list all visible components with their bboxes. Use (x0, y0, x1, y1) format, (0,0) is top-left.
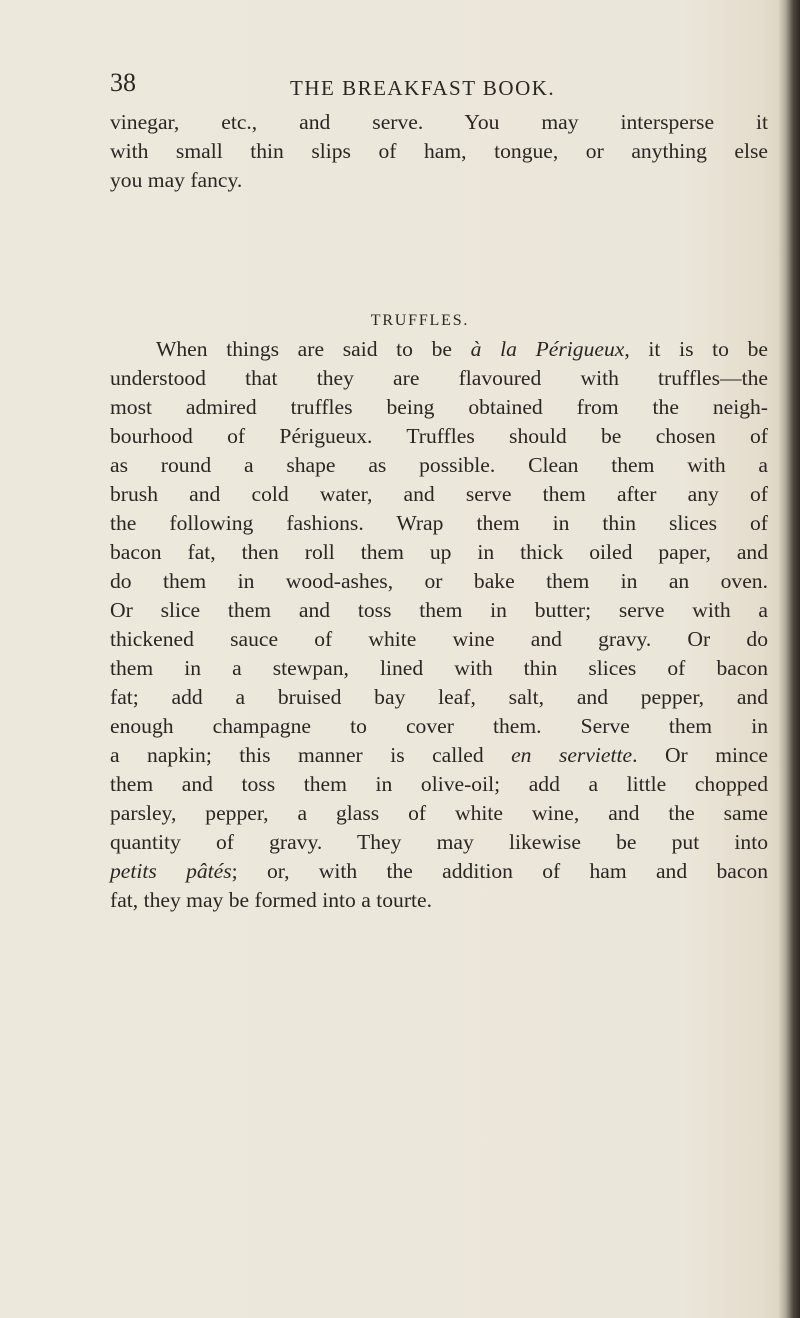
page-number: 38 (110, 68, 136, 97)
text-line: fat; add a bruised bay leaf, salt, and pepper, and (110, 685, 768, 709)
text-line: the following fashions. Wrap them in thin slices of (110, 511, 768, 535)
intro-paragraph (110, 108, 768, 195)
page-binding-edge (778, 0, 800, 1318)
text-line: Or slice them and toss them in butter; serve with a (110, 598, 768, 622)
text-line: a napkin; this manner is called en serviette. Or mince (110, 743, 768, 767)
text-line: When things are said to be à la Périgueux, it is to be (156, 337, 768, 361)
text-line: quantity of gravy. They may likewise be put into (110, 830, 768, 854)
text-line: understood that they are flavoured with truffles—the (110, 366, 768, 390)
text-line: brush and cold water, and serve them after any of (110, 482, 768, 506)
text-line: fat, they may be formed into a tourte. (110, 888, 432, 912)
text-line: parsley, pepper, a glass of white wine, and the same (110, 801, 768, 825)
running-head: THE BREAKFAST BOOK. (290, 76, 556, 100)
section-heading: TRUFFLES. (370, 312, 470, 329)
text-line: thickened sauce of white wine and gravy. Or do (110, 627, 768, 651)
text-line: as round a shape as possible. Clean them with a (110, 453, 768, 477)
text-line: bacon fat, then roll them up in thick oiled paper, and (110, 540, 768, 564)
text-line: you may fancy. (110, 168, 243, 192)
text-line: petits pâtés; or, with the addition of ham and bacon (110, 859, 769, 883)
text-line: enough champagne to cover them. Serve them in (110, 714, 768, 738)
text-line: bourhood of Périgueux. Truffles should be chosen of (110, 424, 768, 448)
text-line: do them in wood-ashes, or bake them in an oven. (110, 569, 768, 593)
text-line: with small thin slips of ham, tongue, or anything else (110, 139, 768, 163)
truffles-paragraph (110, 335, 768, 915)
text-line: vinegar, etc., and serve. You may intersperse it (110, 110, 768, 134)
text-line: them in a stewpan, lined with thin slices of bacon (110, 656, 768, 680)
text-line: most admired truffles being obtained from the neigh- (110, 395, 768, 419)
text-line: them and toss them in olive-oil; add a little chopped (110, 772, 768, 796)
